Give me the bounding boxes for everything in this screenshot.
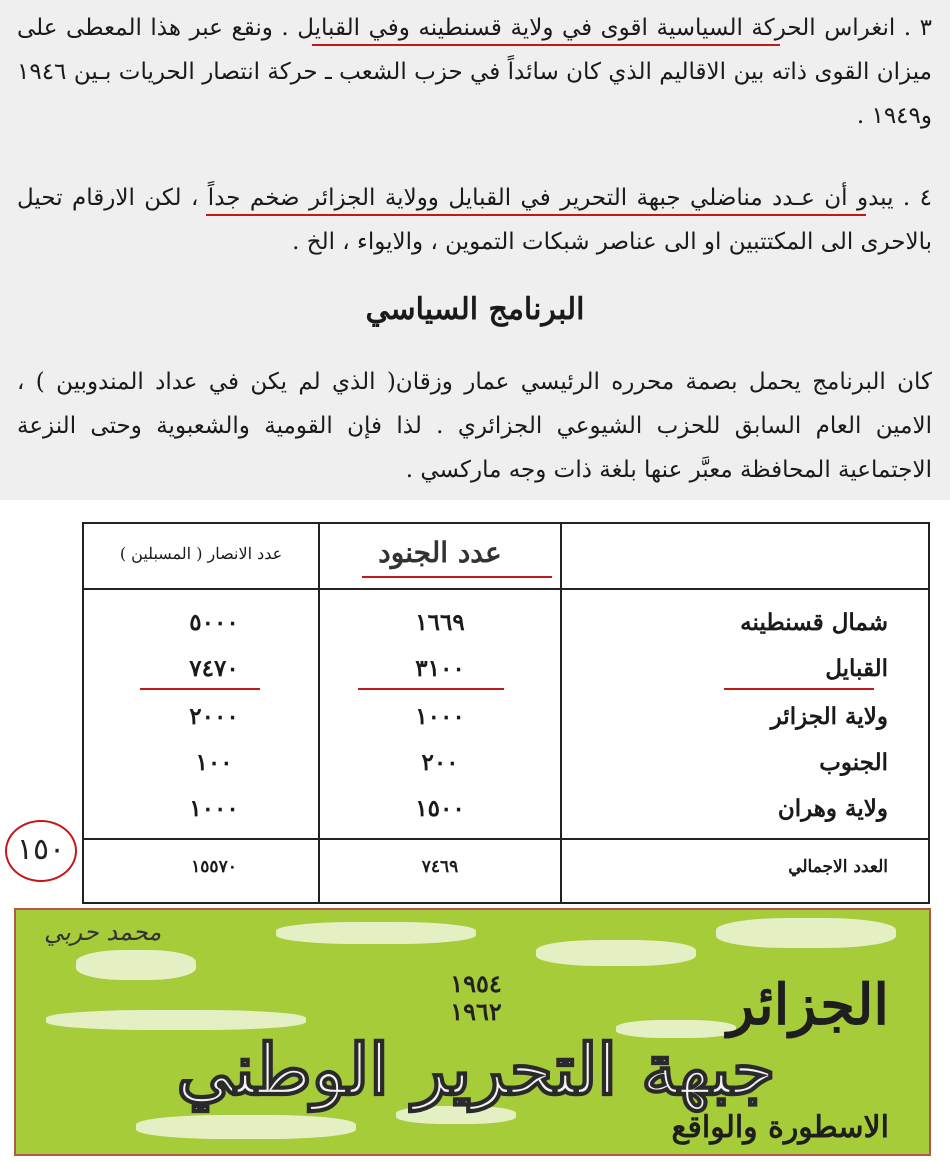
cell-soldiers: ١٠٠٠ [415,703,465,730]
cover-subtitle: الاسطورة والواقع [671,1110,889,1145]
paragraph-4: ٤ . يبدو أن عـدد مناضلي جبهة التحرير في القبايل وولاية الجزائر ضخم جداً ، لكن الارقام تحيل بالاحرى الى المكتتبين او الى عناصر شبكات التموين ، والايواء ، الخ . [17,185,932,255]
cell-region: الجنوب [819,749,888,776]
scanned-page [0,0,950,500]
cell-supporters: ١٠٠ [195,749,233,776]
header-soldiers: عدد الجنود [378,536,502,569]
book-cover [14,908,931,1156]
total-supporters: ١٥٥٧٠ [191,857,237,877]
texture-speck [276,922,476,944]
cell-supporters: ٥٠٠٠ [189,609,239,636]
cell-supporters: ٢٠٠٠ [189,703,239,730]
red-underline [724,688,874,690]
total-soldiers: ٧٤٦٩ [421,857,459,877]
cell-soldiers: ٣١٠٠ [415,655,465,682]
cell-supporters: ١٠٠٠ [189,795,239,822]
statistics-table [82,522,930,904]
cell-soldiers: ١٥٠٠ [415,795,465,822]
texture-speck [76,950,196,980]
cell-supporters: ٧٤٧٠ [189,655,239,682]
header-supporters: عدد الانصار ( المسبلين ) [119,544,283,563]
year-end: ١٩٦٢ [450,997,502,1026]
header-divider [84,588,928,590]
texture-speck [536,940,696,966]
year-range [406,970,546,1026]
red-underline [362,576,552,578]
column-divider [560,524,562,902]
cell-region: ولاية وهران [777,795,888,822]
red-underline [206,214,866,216]
red-underline [358,688,504,690]
cell-soldiers: ٢٠٠ [421,749,459,776]
page-number: ١٥٠ [5,820,77,882]
texture-speck [46,1010,306,1030]
cell-region: شمال قسنطينه [740,609,888,636]
total-divider [84,838,928,840]
texture-speck [136,1115,356,1139]
author-name: محمد حربي [44,918,162,946]
paragraph-5: كان البرنامج يحمل بصمة محرره الرئيسي عمار وزقان( الذي لم يكن في عداد المندوبين ) ، الامين العام السابق للحزب الشيوعي الجزائري . لذا فإن القومية والشعبوية وحتى النزعة الاجتماعية المحافظة معبَّر عنها بلغة ذات وجه ماركسي . [17,369,932,483]
cell-soldiers: ١٦٦٩ [415,609,465,636]
cell-region: ولاية الجزائر [770,703,888,730]
year-start: ١٩٥٤ [450,969,502,998]
paragraph-3: ٣ . انغراس الحركة السياسية اقوى في ولاية قسنطينه وفي القبايل . ونقع عبر هذا المعطى على ميزان القوى ذاته بين الاقاليم الذي كان سائداً في حزب الشعب ـ حركة انتصار الحريات بـين ١٩٤٦ و١٩٤٩ . [17,15,932,129]
red-underline [312,44,780,46]
total-label: العدد الاجمالي [788,857,888,877]
cover-title-line1: الجزائر [727,972,889,1038]
red-underline [140,688,260,690]
texture-speck [716,918,896,948]
section-heading: البرنامج السياسي [365,292,585,327]
cover-title-line2: جبهة التحرير الوطني [176,1028,776,1111]
cell-region: القبايل [825,655,888,682]
statistics-table-section [0,505,950,907]
